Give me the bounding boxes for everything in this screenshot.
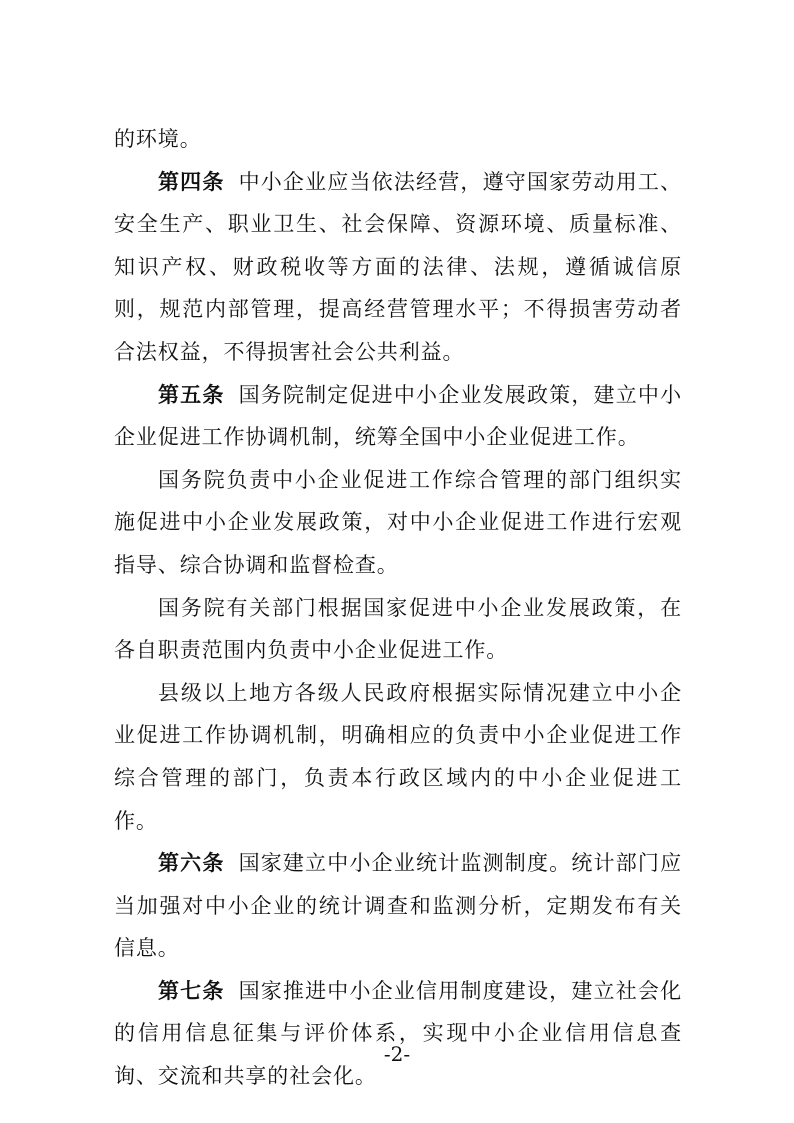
- article-number: 第六条: [158, 851, 225, 876]
- page-number: -2-: [383, 1042, 411, 1066]
- article-5-paragraph-3: 国务院有关部门根据国家促进中小企业发展政策，在各自职责范围内负责中小企业促进工作。: [114, 595, 682, 663]
- article-text: 国家建立中小企业统计监测制度。统计部门应当加强对中小企业的统计调查和监测分析，定期发布有关信息。: [114, 851, 682, 961]
- article-text: 中小企业应当依法经营，遵守国家劳动用工、安全生产、职业卫生、社会保障、资源环境、质量标准、知识产权、财政税收等方面的法律、法规，遵循诚信原则，规范内部管理，提高经营管理水平；不得损害劳动者合法权益，不得损害社会公共利益。: [114, 169, 682, 364]
- article-7: [114, 970, 682, 1098]
- article-4: [114, 161, 682, 374]
- body-text: [114, 118, 682, 1098]
- article-number: 第五条: [158, 382, 225, 407]
- article-text: 国家推进中小企业信用制度建设，建立社会化的信用信息征集与评价体系，实现中小企业信用信息查询、交流和共享的社会化。: [114, 978, 682, 1089]
- article-5-paragraph-4: 县级以上地方各级人民政府根据实际情况建立中小企业促进工作协调机制，明确相应的负责中小企业促进工作综合管理的部门，负责本行政区域内的中小企业促进工作。: [114, 680, 682, 833]
- article-number: 第七条: [158, 978, 225, 1003]
- article-text: 国务院制定促进中小企业发展政策，建立中小企业促进工作协调机制，统筹全国中小企业促进工作。: [114, 382, 682, 450]
- article-5: [114, 374, 682, 459]
- continuation-paragraph: 的环境。: [114, 127, 202, 151]
- article-5-paragraph-2: 国务院负责中小企业促进工作综合管理的部门组织实施促进中小企业发展政策，对中小企业促进工作进行宏观指导、综合协调和监督检查。: [114, 467, 682, 577]
- article-number: 第四条: [158, 169, 225, 194]
- article-6: [114, 842, 682, 970]
